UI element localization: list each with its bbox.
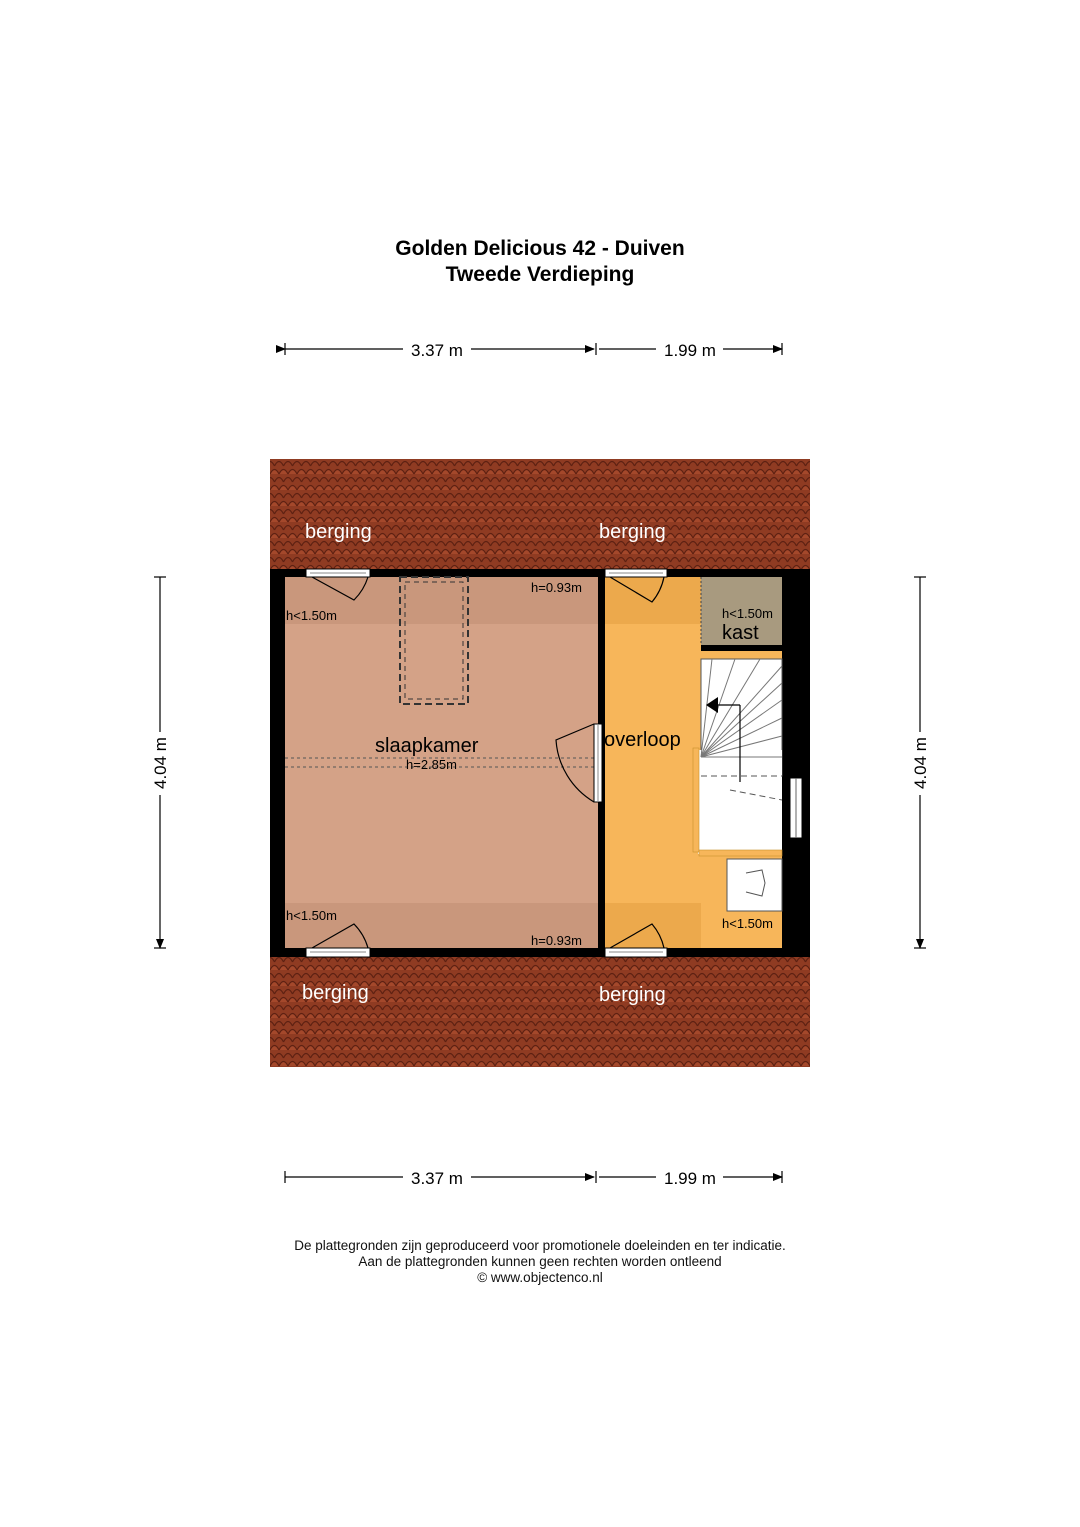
height-overloop-bottom: h<1.50m xyxy=(722,916,773,931)
roof-tiles-top xyxy=(270,459,810,569)
label-berging-bottom-right: berging xyxy=(599,984,666,1006)
washbasin xyxy=(727,859,782,911)
label-slaapkamer: slaapkamer xyxy=(375,735,479,757)
dim-bottom-right: 1.99 m xyxy=(664,1169,716,1188)
dim-left: 4.04 m xyxy=(151,737,170,789)
height-kast: h<1.50m xyxy=(722,606,773,621)
label-berging-top-right: berging xyxy=(599,521,666,543)
height-slaapkamer-bottom-right: h=0.93m xyxy=(531,933,582,948)
label-berging-bottom-left: berging xyxy=(302,982,369,1004)
label-berging-top-left: berging xyxy=(305,521,372,543)
disclaimer-line-1: De plattegronden zijn geproduceerd voor promotionele doeleinden en ter indicatie. xyxy=(294,1238,786,1253)
plan-title: Golden Delicious 42 - Duiven xyxy=(395,237,685,260)
height-slaapkamer-center: h=2.85m xyxy=(406,757,457,772)
copyright-link[interactable]: © www.objectenco.nl xyxy=(477,1270,603,1285)
dim-bottom-left: 3.37 m xyxy=(411,1169,463,1188)
height-slaapkamer-bottom-left: h<1.50m xyxy=(286,908,337,923)
height-slaapkamer-top-left: h<1.50m xyxy=(286,608,337,623)
dim-top-right: 1.99 m xyxy=(664,341,716,360)
disclaimer-line-2: Aan de plattegronden kunnen geen rechten worden ontleend xyxy=(358,1254,722,1269)
right-wall-top xyxy=(782,569,810,651)
label-overloop: overloop xyxy=(604,729,681,751)
dim-top-left: 3.37 m xyxy=(411,341,463,360)
roof-tiles-bottom xyxy=(270,957,810,1067)
label-kast: kast xyxy=(722,622,759,644)
right-wall-upper xyxy=(782,651,810,778)
height-slaapkamer-top-right: h=0.93m xyxy=(531,580,582,595)
floor-name: Tweede Verdieping xyxy=(445,263,635,286)
right-wall-lower xyxy=(782,838,810,957)
dim-right: 4.04 m xyxy=(911,737,930,789)
kast-wall xyxy=(701,645,782,651)
